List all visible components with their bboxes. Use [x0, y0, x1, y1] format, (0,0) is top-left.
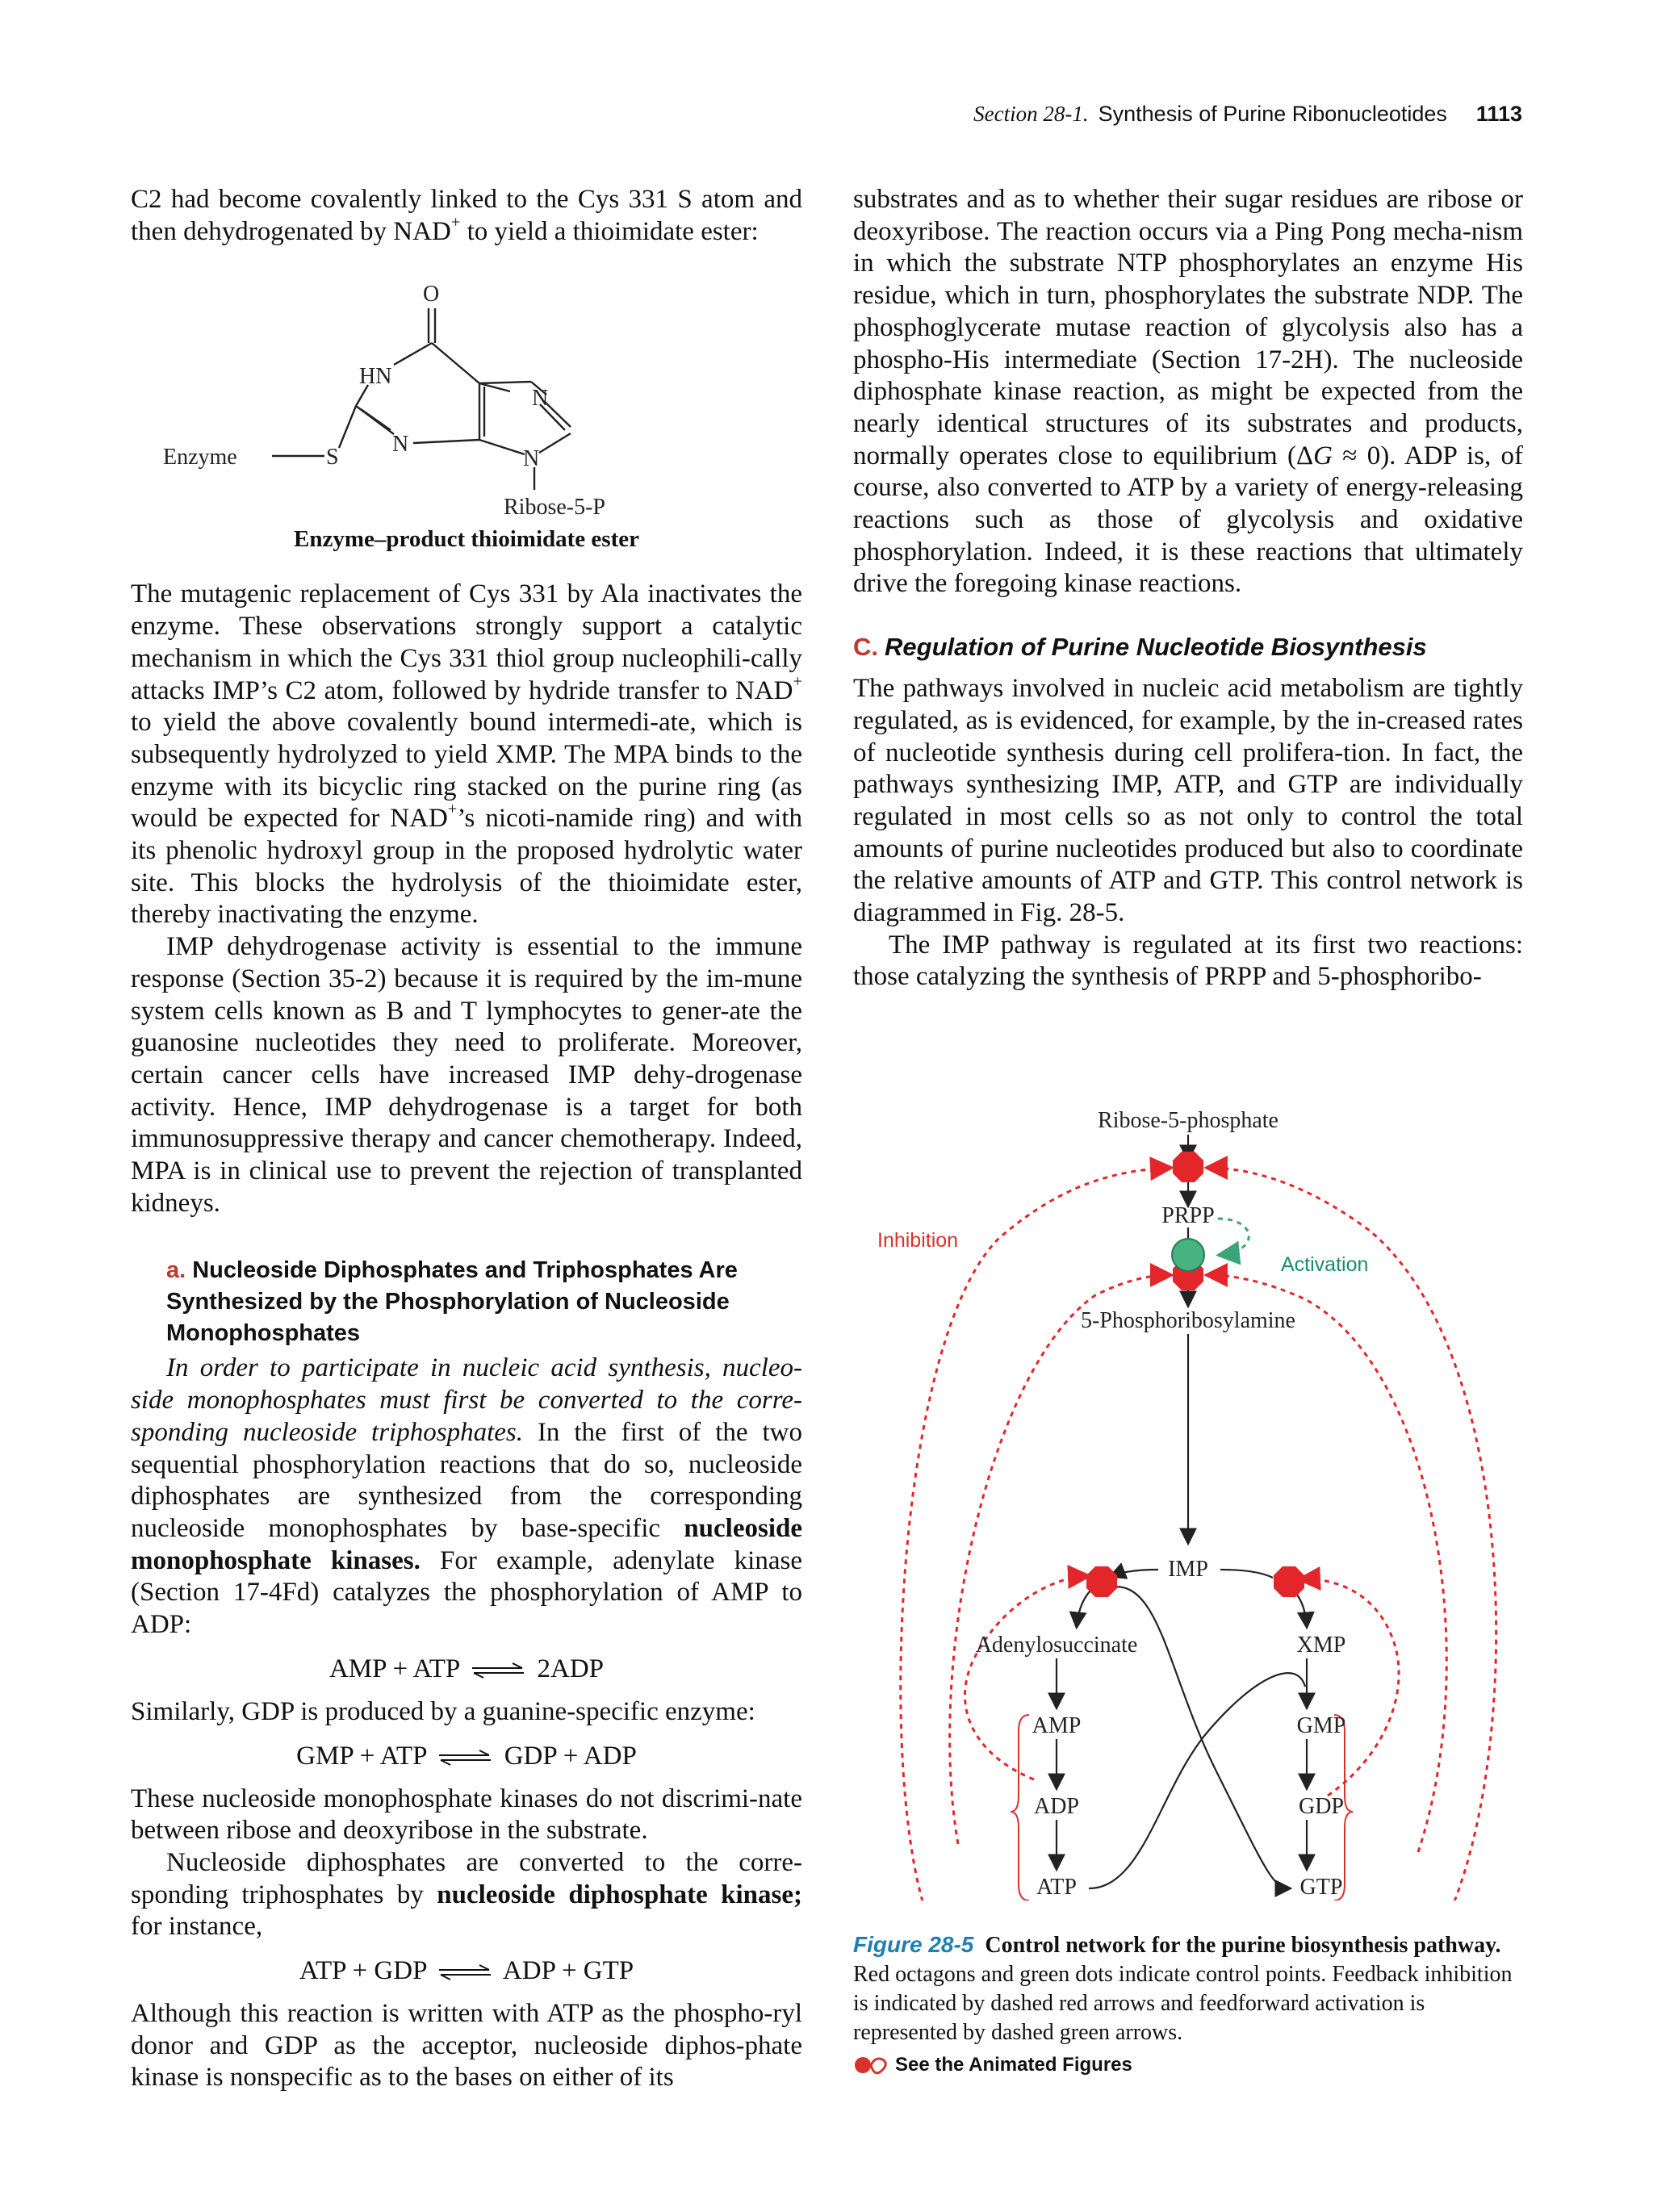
- node-imp: IMP: [1168, 1557, 1208, 1582]
- paragraph: substrates and as to whether their sugar residues are ribose or deoxyribose. The reaction occurs via a Ping Pong mecha-nism in which the substrate NTP phosphorylates an enzyme His residue, which in turn, phosphorylates the substrate NDP. The phosphoglycerate mutase reaction of glycolysis also has a phospho-His intermediate (Section 17-2H). The nucleoside diphosphate kinase reaction, as might be expected from the nearly identical structures of its substrates and products, normally operates close to equilibrium (ΔG ≈ 0). ADP is, of course, also converted to ATP by a variety of energy-releasing reactions such as those of glycolysis and oxidative phosphorylation. Indeed, it is these reactions that ultimately drive the foregoing kinase reactions.: [853, 185, 1524, 599]
- inhibition-amp-adenylosuccinate: [965, 1576, 1087, 1779]
- paragraph: Nucleoside diphosphates are converted to the corre-sponding triphosphates by nucleoside diphosphate kinase; for instance,: [131, 1847, 803, 1942]
- atom-O: O: [423, 282, 440, 307]
- running-header: [973, 102, 1522, 127]
- thioimidate-structure: [131, 248, 802, 553]
- inhibition-amp-ribose5p: [901, 1168, 1170, 1900]
- equation-guanylate-kinase: GMP + ATP GDP + ADP: [296, 1741, 637, 1771]
- node-prpp: PRPP: [1161, 1203, 1215, 1228]
- page-number: 1113: [1475, 102, 1522, 126]
- paragraph: In order to participate in nucleic acid synthesis, nucleo-side monophosphates must first be converted to the corre-sponding nucleoside triphosphates. In the first of the two sequential phosphorylation reactions that do so, nucleoside diphosphates are synthesized from the corresponding nucleoside monophosphates by base-specific nucleoside monophosphate kinases. For example, adenylate kinase (Section 17-4Fd) catalyzes the phosphorylation of AMP to ADP:: [131, 1353, 802, 1640]
- equilibrium-arrow-icon: [439, 1750, 491, 1766]
- node-5-phosphoribosylamine: 5-Phosphoribosylamine: [1081, 1308, 1295, 1333]
- node-atp: ATP: [1036, 1875, 1077, 1900]
- figure-caption: [853, 1930, 1523, 2080]
- figure-caption-text: Red octagons and green dots indicate control points. Feedback inhibition is indicated by dashed red arrows and feedforward activation is represented by dashed green arrows.: [853, 1962, 1513, 2045]
- activation-point: [1172, 1239, 1204, 1271]
- node-xmp: XMP: [1296, 1633, 1346, 1658]
- paragraph: These nucleoside monophosphate kinases do not discrimi-nate between ribose and deoxyribose in the substrate.: [131, 1783, 802, 1846]
- equilibrium-arrow-icon: [472, 1662, 524, 1679]
- header-section: Section 28-1.: [973, 102, 1089, 126]
- figure-28-5: [853, 1093, 1523, 1900]
- equation-adenylate-kinase: AMP + ATP 2ADP: [329, 1654, 605, 1683]
- inhibition-label: Inhibition: [877, 1229, 959, 1252]
- inhibition-gdp-octagon2: [1208, 1275, 1446, 1852]
- ribose-label: Ribose-5-P: [504, 495, 605, 521]
- animated-figures-label: See the Animated Figures: [895, 2054, 1132, 2076]
- figure-label: Figure 28-5: [853, 1932, 974, 1957]
- inhibition-point-imp-dehydrogenase: [1274, 1566, 1304, 1597]
- paragraph: IMP dehydrogenase activity is essential to the immune response (Section 35-2) because it is required by the im-mune system cells known as B and T lymphocytes to gener-ate the guanosine nucleotides they need to proliferate. Moreover, certain cancer cells have increased IMP dehy-drogenase activity. Hence, IMP dehydrogenase is a target for both immunosuppressive therapy and cancer chemotherapy. Indeed, MPA is in clinical use to prevent the rejection of transplanted kidneys.: [131, 932, 802, 1218]
- paragraph: C2 had become covalently linked to the Cys 331 S atom and then dehydrogenated by NAD+ to yield a thioimidate ester:: [131, 185, 802, 246]
- node-ribose-5-phosphate: Ribose-5-phosphate: [1098, 1108, 1278, 1133]
- equilibrium-arrow-icon: [439, 1964, 491, 1980]
- paragraph: The pathways involved in nucleic acid metabolism are tightly regulated, as is evidenced, for example, by the in-creased rates of nucleotide synthesis during cell prolifera-tion. In fact, the pathways synthesizing IMP, ATP, and GTP are individually regulated in most cells so as not only to control the total amounts of purine nucleotides produced but also to coordinate the relative amounts of ATP and GTP. This control network is diagrammed in Fig. 28-5.: [853, 674, 1523, 928]
- enzyme-label: Enzyme: [163, 445, 237, 470]
- inhibition-adp-octagon2: [950, 1275, 1170, 1844]
- inhibition-gmp-ribose5p: [1208, 1168, 1496, 1900]
- inhibition-point-adenylosuccinate-synthetase: [1086, 1566, 1117, 1597]
- curve-atp-xmp: [1089, 1673, 1305, 1888]
- paragraph: Although this reaction is written with ATP as the phospho-ryl donor and GDP as the acceptor, nucleoside diphos-phate kinase is nonspecific as to the bases on either of its: [131, 1999, 802, 2093]
- node-amp: AMP: [1032, 1713, 1082, 1738]
- atom-HN: HN: [359, 364, 392, 390]
- control-network-diagram: [853, 1093, 1523, 1900]
- paragraph: The IMP pathway is regulated at its first two reactions: those catalyzing the synthesis of PRPP and 5-phosphoribo-: [853, 930, 1523, 992]
- atom-S: S: [326, 445, 339, 470]
- atom-N9: N: [523, 446, 540, 472]
- brace-left: [1011, 1715, 1029, 1900]
- arrow-octagon-adenylosuccinate: [1077, 1587, 1094, 1626]
- node-gtp: GTP: [1299, 1875, 1343, 1900]
- atom-N3: N: [392, 432, 409, 458]
- figure-title: Control network for the purine biosynthesis pathway.: [985, 1933, 1501, 1958]
- inhibition-point-prpp-synthetase: [1173, 1152, 1203, 1182]
- structure-caption: Enzyme–product thioimidate ester: [294, 526, 639, 553]
- inhibition-gmp-xmp: [1301, 1579, 1399, 1796]
- arrow-imp-octagon-right: [1220, 1570, 1273, 1578]
- section-heading: C. Regulation of Purine Nucleotide Biosynthesis: [853, 633, 1427, 662]
- node-gdp: GDP: [1298, 1794, 1345, 1819]
- left-column: [131, 184, 802, 2094]
- activation-prpp: [1218, 1219, 1249, 1255]
- activation-label: Activation: [1281, 1253, 1369, 1276]
- structure-drawing: [131, 248, 802, 526]
- animated-figures-link[interactable]: [853, 2051, 1523, 2080]
- header-title: Synthesis of Purine Ribonucleotides: [1098, 102, 1447, 126]
- subsection-heading: a. Nucleoside Diphosphates and Triphosphates Are Synthesized by the Phosphorylation of Nucleoside Monophosphates: [166, 1257, 738, 1347]
- node-adp: ADP: [1033, 1794, 1080, 1819]
- paragraph: Similarly, GDP is produced by a guanine-specific enzyme:: [131, 1696, 755, 1726]
- right-column: [853, 184, 1523, 993]
- arrow-imp-octagon-left: [1111, 1570, 1158, 1576]
- paragraph: The mutagenic replacement of Cys 331 by Ala inactivates the enzyme. These observations strongly support a catalytic mechanism in which the Cys 331 thiol group nucleophili-cally attacks IMP’s C2 atom, followed by hydride transfer to NAD+ to yield the above covalently bound intermedi-ate, which is subsequently hydrolyzed to yield XMP. The MPA binds to the enzyme with its bicyclic ring stacked on the purine ring (as would be expected for NAD+’s nicoti-namide ring) and with its phenolic hydroxyl group in the proposed hydrolytic water site. This blocks the hydrolysis of the thioimidate ester, thereby inactivating the enzyme.: [131, 579, 802, 930]
- equation-ndp-kinase: ATP + GDP ADP + GTP: [299, 1956, 634, 1986]
- node-adenylosuccinate: Adenylosuccinate: [975, 1633, 1138, 1658]
- atom-N7: N: [532, 386, 549, 412]
- animated-figures-icon: [853, 2053, 889, 2077]
- node-gmp: GMP: [1296, 1713, 1346, 1738]
